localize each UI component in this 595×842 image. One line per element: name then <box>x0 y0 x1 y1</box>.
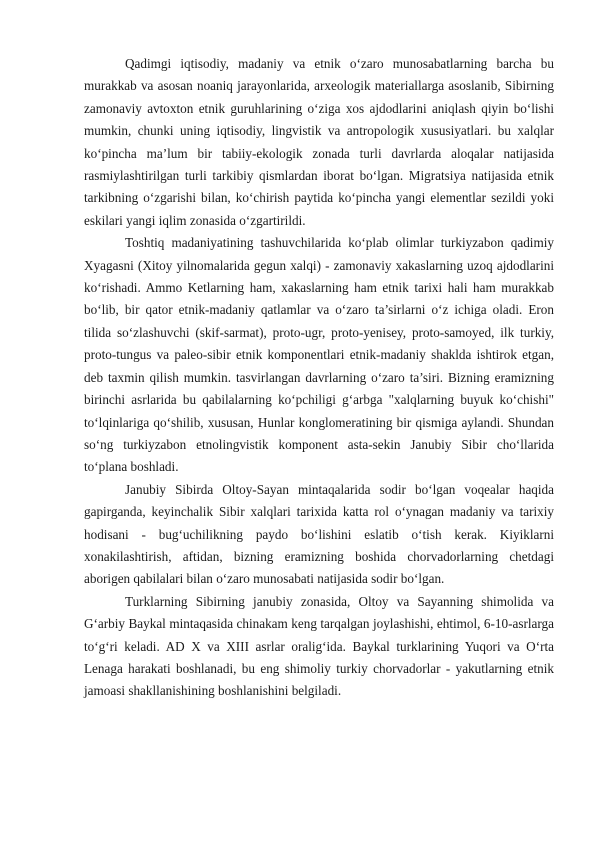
paragraph-1: Qadimgi iqtisodiy, madaniy va etnik o‘zaro munosabatlarning barcha bu murakkab va asosan noaniq jarayonlarida, arxeologik materiallarga asoslanib, Sibirning zamonaviy avtoxton etnik guruhlarining o‘ziga xos ajdodlarini aniqlash qiyin bo‘lishi mumkin, chunki uning iqtisodiy, lingvistik va antropologik xususiyatlari. bu xalqlar ko‘pincha ma’lum bir tabiiy-ekologik zonada turli davrlarda aloqalar natijasida rasmiylashtirilgan turli tarkibiy qismlardan iborat bo‘lgan. Migratsiya natijasida etnik tarkibning o‘zgarishi bilan, ko‘chirish paytida ko‘pincha yangi elementlar sezildi yoki eskilari yangi iqlim zonasida o‘zgartirildi. <box>84 56 554 228</box>
paragraph-3: Janubiy Sibirda Oltoy-Sayan mintaqalarida sodir bo‘lgan voqealar haqida gapirganda, keyinchalik Sibir xalqlari tarixida katta rol o‘ynagan madaniy va tarixiy hodisani - bug‘uchilikning paydo bo‘lishini eslatib o‘tish kerak. Kiyiklarni xonakilashtirish, aftidan, bizning eramizning boshida chorvadorlarning chetdagi aborigen qabilalari bilan o‘zaro munosabati natijasida sodir bo‘lgan. <box>84 481 554 587</box>
paragraph-2: Toshtiq madaniyatining tashuvchilarida ko‘plab olimlar turkiyzabon qadimiy Xyagasni (Xitoy yilnomalarida gegun xalqi) - zamonaviy xakaslarning uzoq ajdodlarini ko‘rishadi. Ammo Ketlarning ham, xakaslarning ham etnik tarixi hali ham murakkab bo‘lib, bir qator etnik-madaniy qatlamlar va o‘zaro ta’sirlarni o‘z ichiga oladi. Eron tilida so‘zlashuvchi (skif-sarmat), proto-ugr, proto-yenisey, proto-samoyed, ilk turkiy, proto-tungus va paleo-sibir etnik komponentlari etnik-madaniy shaklda ishtirok etgan, deb taxmin qilish mumkin. tasvirlangan davrlarning o‘zaro ta’siri. Bizning eramizning birinchi asrlarida bu qabilalarning ko‘pchiligi g‘arbga "xalqlarning buyuk ko‘chishi" to‘lqinlariga qo‘shilib, xususan, Hunlar konglomeratining bir qismiga aylandi. Shundan so‘ng turkiyzabon etnolingvistik komponent asta-sekin Janubiy Sibir cho‘llarida to‘plana boshladi. <box>84 235 554 475</box>
document-page <box>84 53 554 703</box>
paragraph-4: Turklarning Sibirning janubiy zonasida, Oltoy va Sayanning shimolida va G‘arbiy Baykal mintaqasida chinakam keng tarqalgan joylashishi, ehtimol, 6-10-asrlarga to‘g‘ri keladi. AD X va XIII asrlar oralig‘ida. Baykal turklarining Yuqori va O‘rta Lenaga harakati boshlanadi, bu eng shimoliy turkiy chorvadorlar - yakutlarning etnik jamoasi shakllanishining boshlanishini belgiladi. <box>84 593 554 699</box>
